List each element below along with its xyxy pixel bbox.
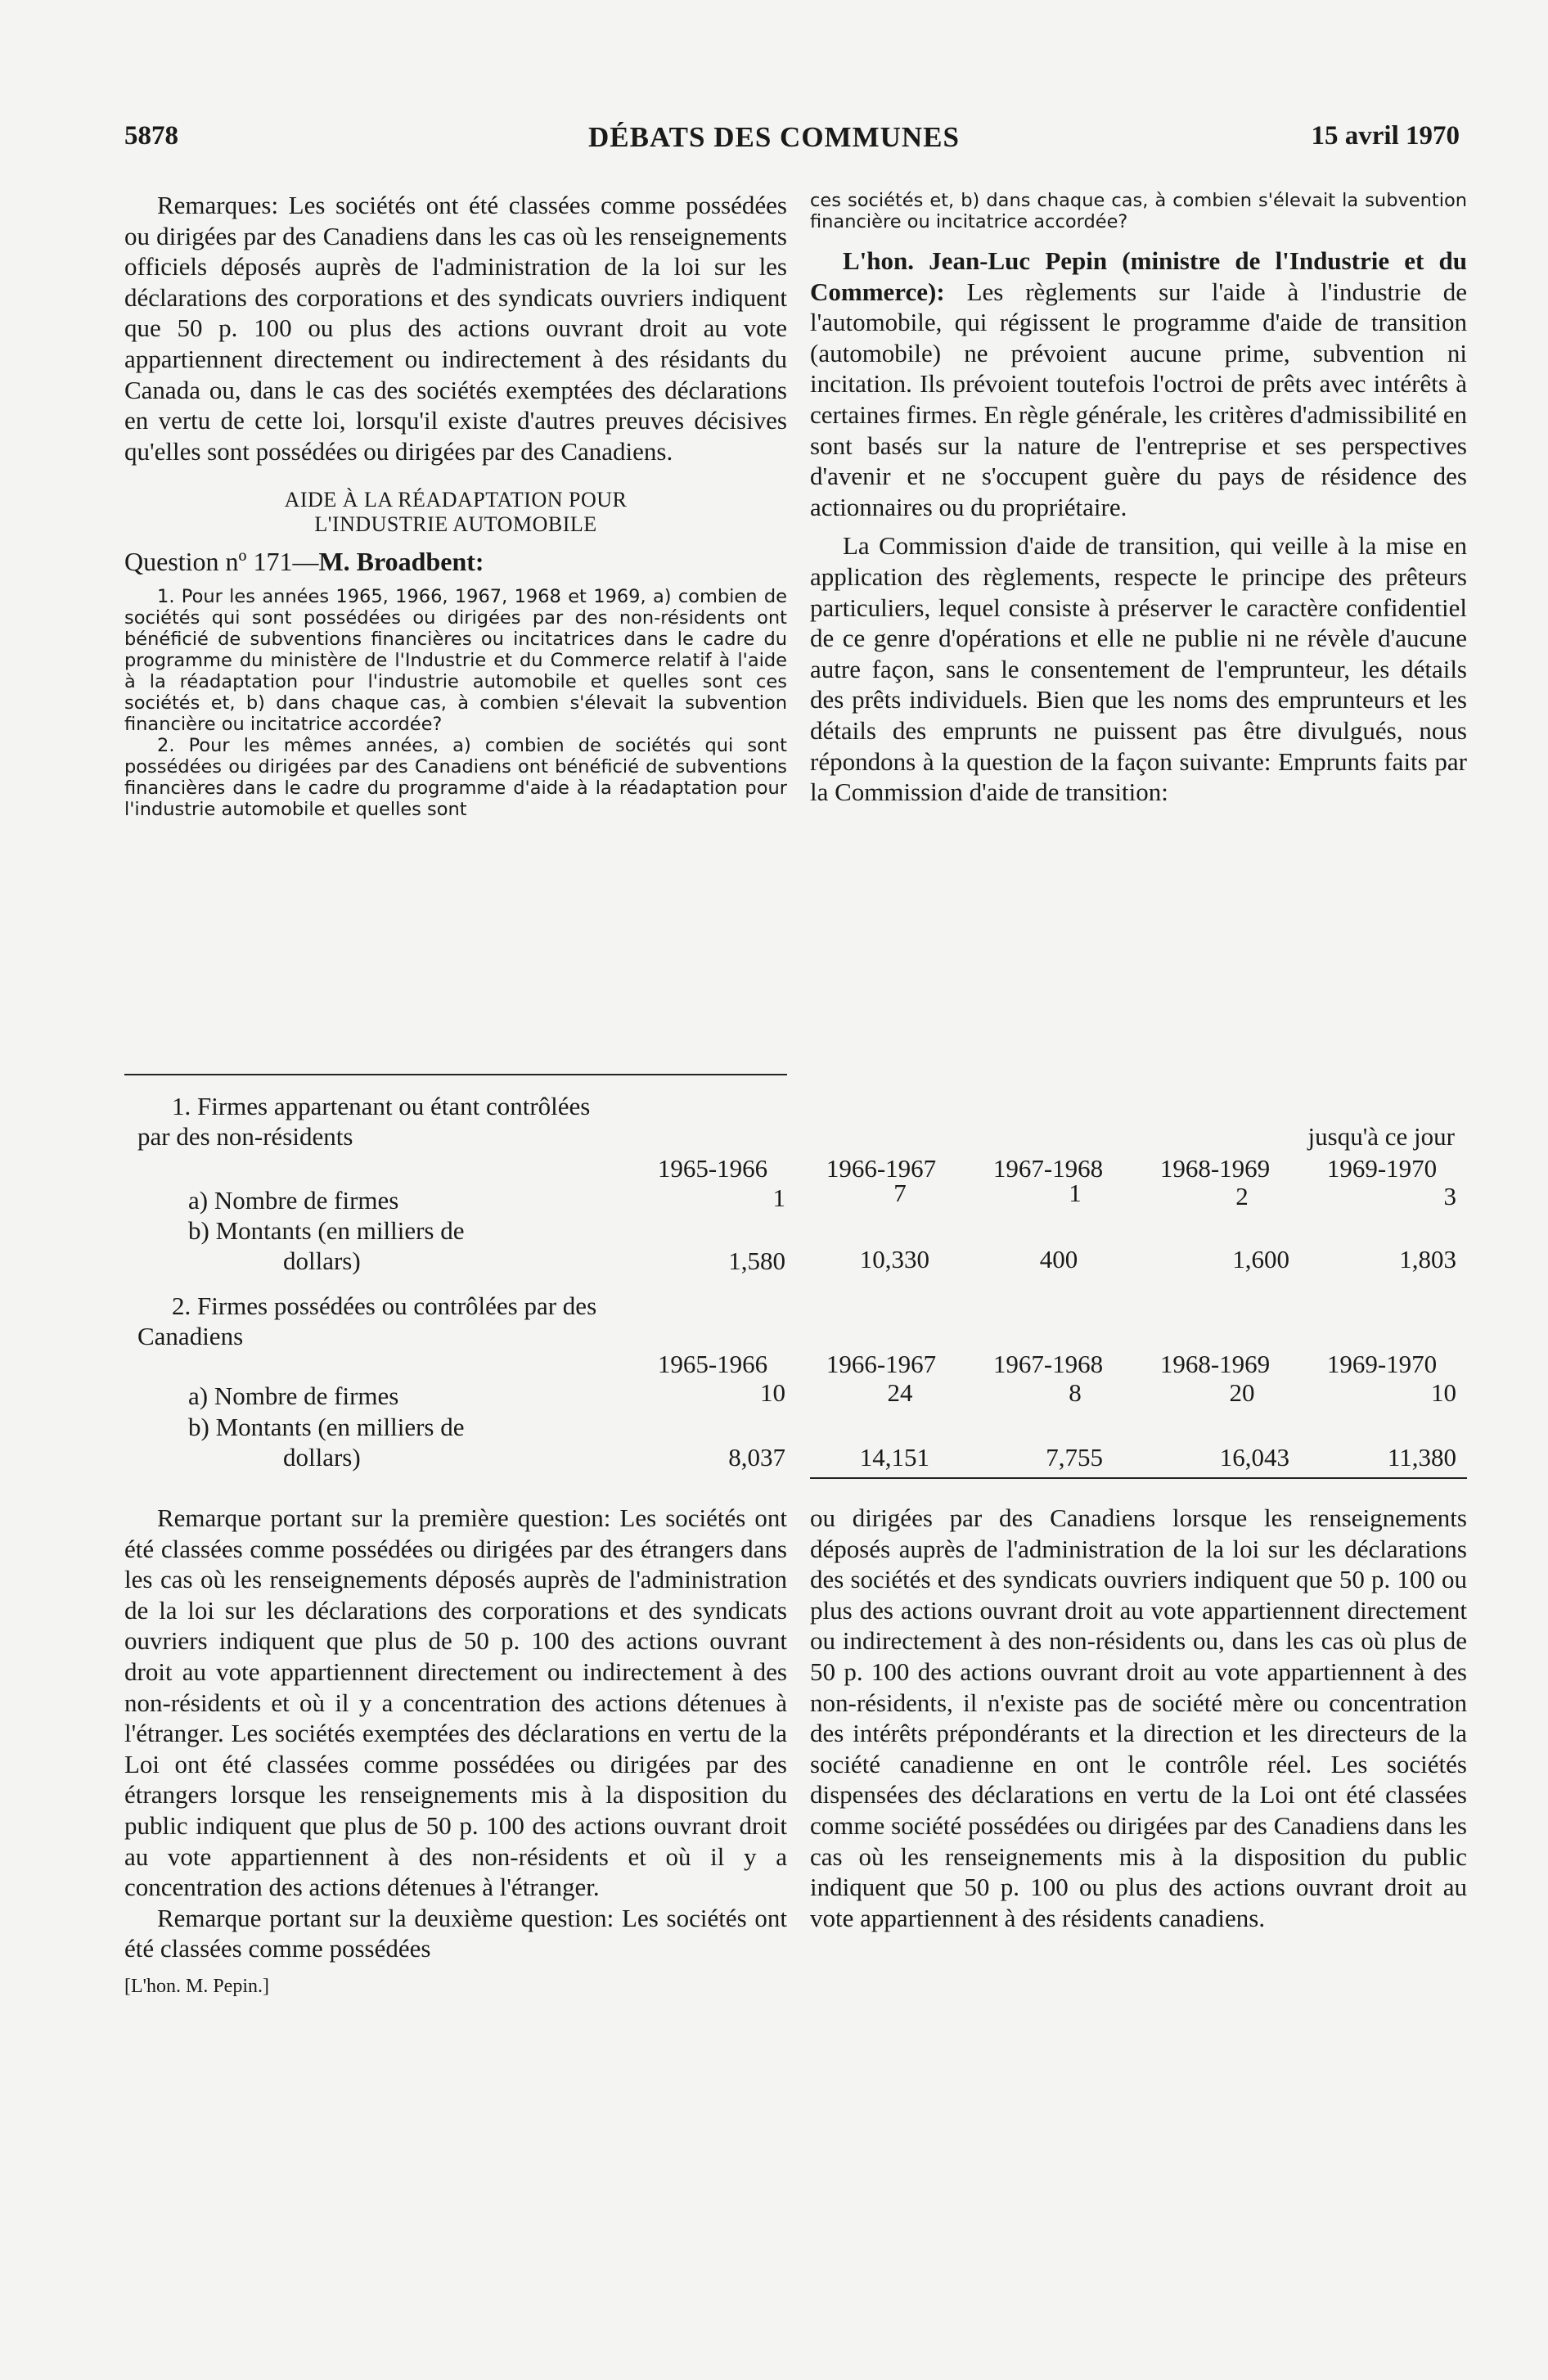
cell-value: 1,600 (1232, 1245, 1289, 1273)
cell-value: 1,803 (1399, 1245, 1456, 1273)
row-label: b) Montants (en milliers de (188, 1216, 465, 1245)
row-label: a) Nombre de firmes (188, 1186, 399, 1215)
year-header: 1965-1966 (657, 1154, 768, 1183)
cell-value: 24 (887, 1378, 913, 1407)
cell-value: 8,037 (728, 1443, 785, 1472)
question-part-1: 1. Pour les années 1965, 1966, 1967, 1968 et 1969, a) combien de sociétés qui sont possédées ou dirigées par des non-résidents ont bénéficié de subventions financières ou incitatrices dans le cadre du programme du ministère de l'Industrie et du Commerce relatif à l'aide à la réadaptation pour l'industrie automobile et quelles sont ces sociétés et, b) dans chaque cas, à combien s'élevait la subvention financière ou incitatrice accordée? (124, 585, 787, 735)
row-label: b) Montants (en milliers de (188, 1413, 465, 1441)
year-header: 1969-1970 (1326, 1350, 1438, 1378)
cell-value: 1 (772, 1183, 785, 1212)
cell-value: 8 (1069, 1378, 1082, 1407)
row-label: dollars) (283, 1443, 361, 1472)
answer-paragraph-2: La Commission d'aide de transition, qui veille à la mise en application des règlements, respecte le principe des prêteurs particuliers, lequel consiste à préserver le caractère confidentiel de ce genre d'opérations et elle ne publie ni ne révèle d'aucune autre façon, sans le consentement de l'emprunteur, les détails des prêts individuels. Bien que les noms des emprunteurs et les détails des emprunts ne puissent pas être divulgués, nous répondons à la question de la façon suivante: Emprunts faits par la Commission d'aide de transition: (810, 531, 1467, 807)
section-heading-line2: L'INDUSTRIE AUTOMOBILE (314, 512, 597, 537)
cell-value: 10,330 (859, 1245, 929, 1273)
remarque-deuxieme-question-continued: ou dirigées par des Canadiens lorsque les renseignements déposés auprès de l'administration de la loi sur les déclarations des sociétés et des syndicats ouvriers indiquent que 50 p. 100 ou plus des actions ouvrant droit au vote appartiennent directement ou indirectement à des non-résidents ou, dans les cas où plus de 50 p. 100 des actions ouvrant droit au vote appartiennent à des non-résidents, il n'existe pas de société mère ou concentration des intérêts prépondérants et la direction et les directeurs de la société canadienne en ont le contrôle réel. Les sociétés dispensées des déclarations en vertu de la Loi ont été classées comme société possédées ou dirigées par des Canadiens dans les cas où les renseignements mis à la disposition du public indiquent que 50 p. 100 ou plus des actions ouvrant droit au vote appartiennent à des résidents canadiens. (810, 1503, 1467, 1932)
section2-title-line1: 2. Firmes possédées ou contrôlées par des (172, 1291, 597, 1320)
cell-value: 14,151 (859, 1443, 929, 1472)
section2-title-line2: Canadiens (137, 1322, 244, 1350)
left-column-bottom (124, 1503, 787, 1997)
page-number: 5878 (124, 121, 178, 151)
year-header: 1968-1969 (1159, 1154, 1271, 1183)
cell-value: 7 (893, 1179, 907, 1207)
year-header: 1969-1970 (1326, 1154, 1438, 1183)
question-author: M. Broadbent: (318, 547, 484, 577)
question-part-2-continued: ces sociétés et, b) dans chaque cas, à combien s'élevait la subvention financière ou incitatrice accordée? (810, 190, 1467, 232)
section1-title-line2: par des non-résidents (137, 1122, 353, 1151)
answer-text-1: Les règlements sur l'aide à l'industrie de l'automobile, qui régissent le programme d'aide de transition (automobile) ne prévoient aucune prime, subvention ni incitation. Ils prévoient toutefois l'octroi de prêts avec intérêts à certaines firmes. En règle générale, les critères d'admissibilité en sont basés sur la nature de l'entreprise et ses perspectives d'avenir et ne s'occupent guère du pays de résidence des actionnaires ou du propriétaire. (810, 277, 1468, 521)
cell-value: 1,580 (728, 1246, 785, 1275)
right-column-bottom (810, 1503, 1467, 1933)
cell-value: 7,755 (1046, 1443, 1103, 1472)
year-header: 1967-1968 (992, 1154, 1104, 1183)
page-title: DÉBATS DES COMMUNES (588, 121, 960, 153)
page-footer-attribution: [L'hon. M. Pepin.] (124, 1975, 269, 1997)
remarque-premiere-question: Remarque portant sur la première question: Les sociétés ont été classées comme possédées ou dirigées par des étrangers dans les cas où les renseignements déposés auprès de l'administration de la loi sur les déclarations des corporations et des syndicats ouvriers indiquent que plus de 50 p. 100 des actions ouvrant droit au vote appartiennent directement ou indirectement à des non-résidents et où il y a concentration des actions détenues à l'étranger. Les sociétés exemptées des déclarations en vertu de la Loi ont été classées comme possédées ou dirigées par des étrangers lorsque les renseignements mis à la disposition du public indiquent que plus de 50 p. 100 des actions ouvrant droit au vote appartiennent à des non-résidents et où il y a concentration des actions détenues à l'étranger. (124, 1503, 787, 1902)
section-heading-line1: AIDE À LA RÉADAPTATION POUR (284, 488, 628, 512)
row-label: dollars) (283, 1246, 361, 1275)
question-label: Question nº 171— (124, 547, 319, 577)
cell-value: 10 (1431, 1378, 1456, 1407)
section1-title-line1: 1. Firmes appartenant ou étant contrôlées (172, 1092, 591, 1120)
cell-value: 10 (760, 1378, 785, 1407)
cell-value: 11,380 (1387, 1443, 1456, 1472)
cell-value: 3 (1443, 1182, 1456, 1210)
answer-speaker: L'hon. Jean-Luc Pepin (ministre de l'Industrie et du Commerce): (810, 246, 1467, 306)
question-part-2: 2. Pour les mêmes années, a) combien de sociétés qui sont possédées ou dirigées par des Canadiens ont bénéficié de subventions financières dans le cadre du programme d'aide à la réadaptation pour l'industrie automobile et quelles sont (124, 734, 787, 820)
row-label: a) Nombre de firmes (188, 1382, 399, 1410)
jusqua-label: jusqu'à ce jour (1307, 1122, 1455, 1151)
year-header: 1967-1968 (992, 1350, 1104, 1378)
page-date: 15 avril 1970 (1311, 121, 1460, 151)
remarques-paragraph: Remarques: Les sociétés ont été classées comme possédées ou dirigées par des Canadiens dans les cas où les renseignements officiels déposés auprès de l'administration de la loi sur les déclarations des corporations et des syndicats ouvriers indiquent que 50 p. 100 ou plus des actions ouvrant droit au vote appartiennent directement ou indirectement à des résidants du Canada ou, dans le cas des sociétés exemptées des déclarations en vertu de cette loi, lorsqu'il existe d'autres preuves décisives qu'elles sont possédées ou dirigées par des Canadiens. (124, 191, 787, 466)
remarque-deuxieme-question: Remarque portant sur la deuxième question: Les sociétés ont été classées comme possédées (124, 1903, 787, 1963)
year-header: 1966-1967 (826, 1154, 937, 1183)
cell-value: 400 (1039, 1245, 1078, 1273)
cell-value: 16,043 (1219, 1443, 1289, 1472)
cell-value: 20 (1229, 1378, 1255, 1407)
cell-value: 2 (1235, 1182, 1249, 1210)
year-header: 1965-1966 (657, 1350, 768, 1378)
year-header: 1968-1969 (1159, 1350, 1271, 1378)
cell-value: 1 (1069, 1179, 1082, 1207)
year-header: 1966-1967 (826, 1350, 937, 1378)
